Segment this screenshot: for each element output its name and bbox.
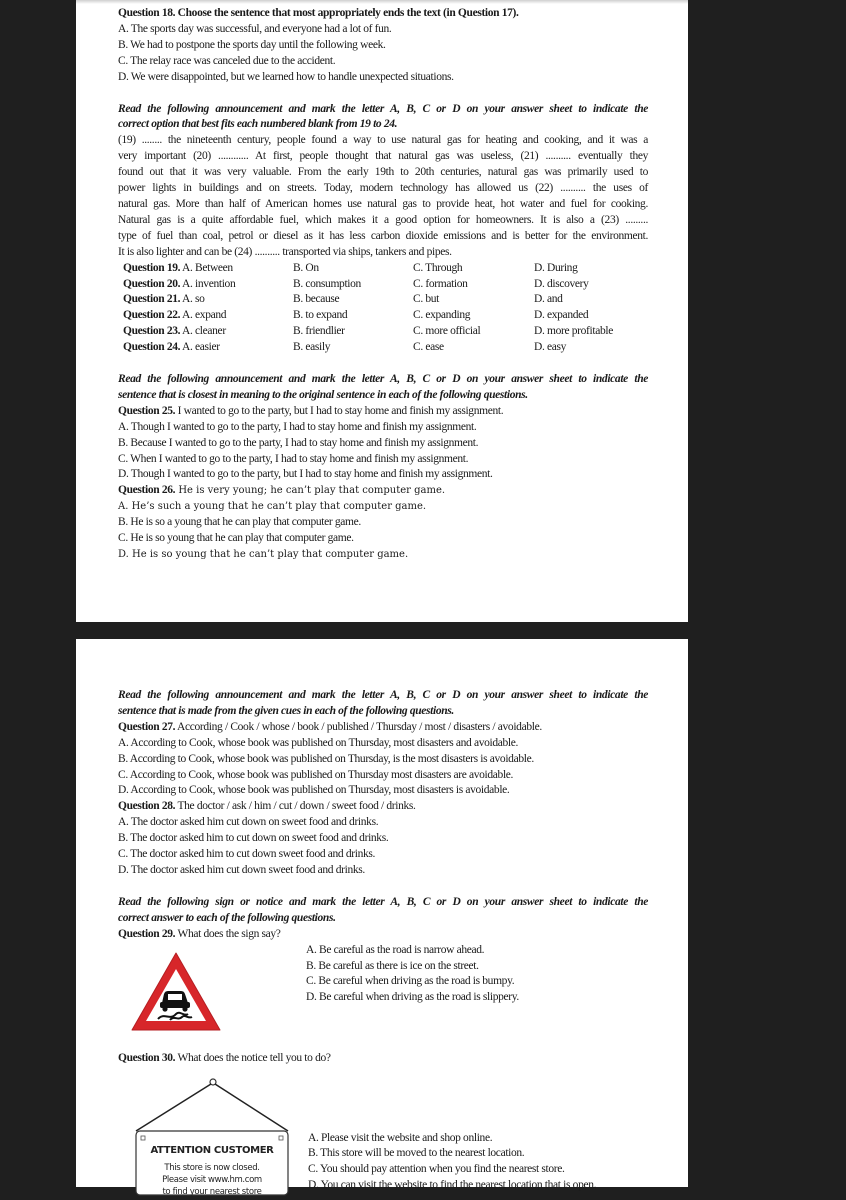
cloze-passage-line-2: very important (20) ............ At first, people thought that natural gas was useless, (21) .......... eventually they — [118, 149, 648, 165]
question-20-option-b: B. consumption — [293, 277, 413, 293]
question-28-option-d: D. The doctor asked him cut down sweet food and drinks. — [118, 863, 648, 879]
question-23-option-b: B. friendlier — [293, 324, 413, 340]
cues-instruction-line-2: sentence that is made from the given cues in each of the following questions. — [118, 704, 648, 720]
notice-line-3: to find your nearest store — [133, 1185, 291, 1200]
question-27-option-c: C. According to Cook, whose book was published on Thursday most disasters are avoidable. — [118, 768, 648, 784]
question-26-option-d: D. He is so young that he can’t play that computer game. — [118, 547, 648, 563]
question-20-option-c: C. formation — [413, 277, 534, 293]
question-24-option-a: Question 24. A. easier — [123, 340, 293, 356]
question-30-option-d: D. You can visit the website to find the nearest location that is open. — [308, 1178, 596, 1194]
question-19-option-c: C. Through — [413, 261, 534, 277]
cloze-instruction-line-2: correct option that best fits each numbered blank from 19 to 24. — [118, 117, 648, 133]
cloze-options-grid — [118, 261, 648, 356]
question-24-option-b: B. easily — [293, 340, 413, 356]
question-29-option-c: C. Be careful when driving as the road is bumpy. — [306, 974, 519, 990]
page-1-content — [118, 6, 648, 563]
page-edge-shadow — [76, 0, 688, 4]
signs-instruction-line-1: Read the following sign or notice and mark the letter A, B, C or D on your answer sheet to indicate the — [118, 895, 648, 911]
question-28-option-b: B. The doctor asked him to cut down on sweet food and drinks. — [118, 831, 648, 847]
question-22-option-d: D. expanded — [534, 308, 653, 324]
cloze-passage-line-1: (19) ........ the nineteenth century, people found a way to use natural gas for heating and cooking, and it was a — [118, 133, 648, 149]
question-29-option-d: D. Be careful when driving as the road is slippery. — [306, 990, 519, 1006]
question-21-option-c: C. but — [413, 292, 534, 308]
question-23-option-c: C. more official — [413, 324, 534, 340]
question-29-option-a: A. Be careful as the road is narrow ahead. — [306, 943, 519, 959]
question-30-options — [308, 1131, 596, 1195]
question-18-option-b: B. We had to postpone the sports day until the following week. — [118, 38, 648, 54]
cloze-passage-line-8: It is also lighter and can be (24) .......... transported via ships, tankers and pipes. — [118, 245, 648, 261]
question-30-option-a: A. Please visit the website and shop online. — [308, 1131, 596, 1147]
question-29-block — [118, 943, 648, 1043]
document-page-1 — [76, 0, 688, 622]
store-closed-notice — [133, 1073, 291, 1197]
notice-line-1: This store is now closed. — [133, 1161, 291, 1177]
question-25-prompt: Question 25. I wanted to go to the party, but I had to stay home and finish my assignment. — [118, 404, 648, 420]
question-24-option-c: C. ease — [413, 340, 534, 356]
question-29-options — [306, 943, 519, 1007]
question-21-option-d: D. and — [534, 292, 653, 308]
question-29-option-b: B. Be careful as there is ice on the street. — [306, 959, 519, 975]
question-26-prompt: Question 26. He is very young; he can’t play that computer game. — [118, 483, 648, 499]
question-29-prompt: Question 29. What does the sign say? — [118, 927, 648, 943]
question-20-option-d: D. discovery — [534, 277, 653, 293]
question-28-prompt: Question 28. The doctor / ask / him / cut / down / sweet food / drinks. — [118, 799, 648, 815]
cloze-passage-line-3: found out that it was very valuable. From the early 19th to 20th centuries, natural gas was primarily used to — [118, 165, 648, 181]
closest-instruction-line-1: Read the following announcement and mark the letter A, B, C or D on your answer sheet to indicate the — [118, 372, 648, 388]
question-22-option-c: C. expanding — [413, 308, 534, 324]
question-18-option-c: C. The relay race was canceled due to the accident. — [118, 54, 648, 70]
question-28-option-c: C. The doctor asked him to cut down sweet food and drinks. — [118, 847, 648, 863]
question-21-option-b: B. because — [293, 292, 413, 308]
question-18-option-a: A. The sports day was successful, and everyone had a lot of fun. — [118, 22, 648, 38]
question-25-option-a: A. Though I wanted to go to the party, I had to stay home and finish my assignment. — [118, 420, 648, 436]
page-2-content — [118, 688, 648, 1195]
cues-instruction-line-1: Read the following announcement and mark the letter A, B, C or D on your answer sheet to indicate the — [118, 688, 648, 704]
question-18-title: Question 18. Choose the sentence that most appropriately ends the text (in Question 17). — [118, 6, 648, 22]
question-27-prompt: Question 27. According / Cook / whose / book / published / Thursday / most / disasters / avoidable. — [118, 720, 648, 736]
question-19-option-a: Question 19. A. Between — [123, 261, 293, 277]
question-28-option-a: A. The doctor asked him cut down on sweet food and drinks. — [118, 815, 648, 831]
question-25-option-c: C. When I wanted to go to the party, I had to stay home and finish my assignment. — [118, 452, 648, 468]
question-23-option-d: D. more profitable — [534, 324, 653, 340]
question-18-option-d: D. We were disappointed, but we learned how to handle unexpected situations. — [118, 70, 648, 86]
cloze-passage-line-7: type of fuel than coal, petrol or diesel as it has less carbon dioxide emissions and is better for the environment. — [118, 229, 648, 245]
question-20-option-a: Question 20. A. invention — [123, 277, 293, 293]
cloze-passage-line-4: power lights in buildings and on streets. Today, modern technology has allowed us (22) .......... the uses of — [118, 181, 648, 197]
notice-line-2: Please visit www.hm.com — [133, 1173, 291, 1189]
signs-instruction-line-2: correct answer to each of the following questions. — [118, 911, 648, 927]
question-22-option-b: B. to expand — [293, 308, 413, 324]
document-page-2 — [76, 639, 688, 1187]
cloze-passage-line-6: Natural gas is a quite affordable fuel, which makes it a good option for homeowners. It is also a (23) ......... — [118, 213, 648, 229]
question-27-option-a: A. According to Cook, whose book was published on Thursday, most disasters and avoidable. — [118, 736, 648, 752]
question-25-option-b: B. Because I wanted to go to the party, I had to stay home and finish my assignment. — [118, 436, 648, 452]
notice-heading: ATTENTION CUSTOMER — [133, 1143, 291, 1159]
question-19-option-b: B. On — [293, 261, 413, 277]
question-30-option-c: C. You should pay attention when you find the nearest store. — [308, 1162, 596, 1178]
question-26-option-b: B. He is so a young that he can play that computer game. — [118, 515, 648, 531]
question-21-option-a: Question 21. A. so — [123, 292, 293, 308]
question-27-option-b: B. According to Cook, whose book was published on Thursday, is the most disasters is avoidable. — [118, 752, 648, 768]
question-30-option-b: B. This store will be moved to the nearest location. — [308, 1146, 596, 1162]
question-19-option-d: D. During — [534, 261, 653, 277]
question-22-option-a: Question 22. A. expand — [123, 308, 293, 324]
question-27-option-d: D. According to Cook, whose book was published on Thursday, most disasters is avoidable. — [118, 783, 648, 799]
slippery-road-sign-icon — [128, 949, 224, 1035]
question-25-option-d: D. Though I wanted to go to the party, but I had to stay home and finish my assignment. — [118, 467, 648, 483]
question-30-prompt: Question 30. What does the notice tell you to do? — [118, 1051, 648, 1067]
question-30-block — [118, 1067, 648, 1195]
cloze-instruction-line-1: Read the following announcement and mark the letter A, B, C or D on your answer sheet to indicate the — [118, 102, 648, 118]
question-26-option-c: C. He is so young that he can play that computer game. — [118, 531, 648, 547]
question-26-option-a: A. He’s such a young that he can’t play that computer game. — [118, 499, 648, 515]
question-23-option-a: Question 23. A. cleaner — [123, 324, 293, 340]
closest-instruction-line-2: sentence that is closest in meaning to the original sentence in each of the following questions. — [118, 388, 648, 404]
question-24-option-d: D. easy — [534, 340, 653, 356]
cloze-passage-line-5: natural gas. More than half of American homes use natural gas to provide heat, hot water and fuel for cooking. — [118, 197, 648, 213]
